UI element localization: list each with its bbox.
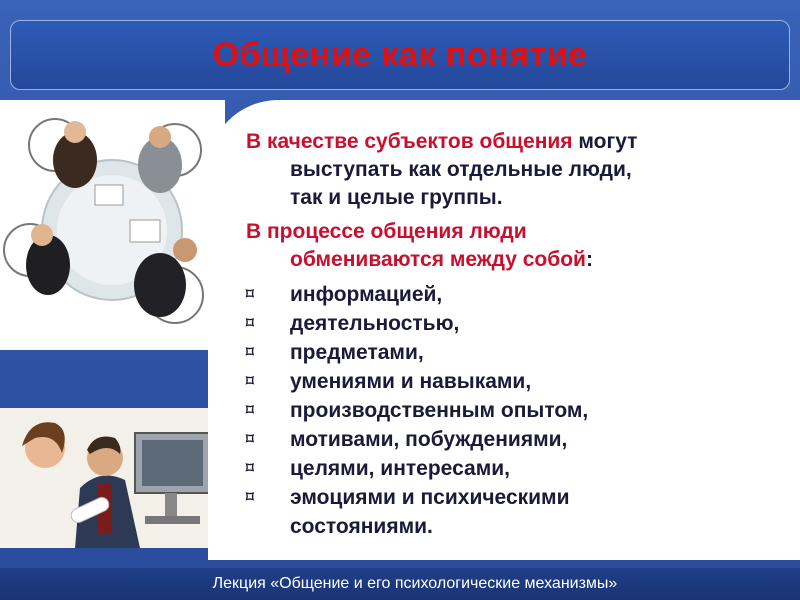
list-item-text: мотивами, побуждениями, xyxy=(290,428,568,451)
list-item-text: эмоциями и психическими xyxy=(290,486,570,509)
bullet-icon: ⌑ xyxy=(246,431,254,448)
footer xyxy=(0,568,800,600)
list-item xyxy=(246,367,786,396)
list-item xyxy=(246,338,786,367)
paragraph1-dark-text: могут xyxy=(578,130,638,153)
meeting-photo-illustration xyxy=(0,100,225,350)
list-item xyxy=(246,309,786,338)
bullet-icon: ⌑ xyxy=(246,344,254,361)
content-text xyxy=(246,128,786,541)
bullet-icon: ⌑ xyxy=(246,373,254,390)
footer-text: Лекция «Общение и его психологические механизмы» xyxy=(212,575,618,592)
list-item xyxy=(246,280,786,309)
list-item xyxy=(246,396,786,425)
paragraph-subjects xyxy=(246,128,786,212)
list-item-text-continued: состояниями. xyxy=(290,515,433,538)
list-item-text: производственным опытом, xyxy=(290,399,589,422)
bullet-icon: ⌑ xyxy=(246,286,254,303)
bullet-icon: ⌑ xyxy=(246,460,254,477)
bullet-icon: ⌑ xyxy=(246,402,254,419)
bullet-icon: ⌑ xyxy=(246,489,254,506)
office-workers-illustration xyxy=(0,408,220,548)
paragraph1-red-text: В качестве субъектов общения xyxy=(246,130,579,153)
list-item xyxy=(246,454,786,483)
list-item xyxy=(246,483,786,541)
list-item-text: предметами, xyxy=(290,341,424,364)
list-item xyxy=(246,425,786,454)
paragraph1-line2: выступать как отдельные люди, xyxy=(290,158,632,181)
paragraph-exchange xyxy=(246,218,786,274)
office-workers-photo xyxy=(0,408,220,548)
slide-title: Общение как понятие xyxy=(212,35,588,74)
list-item-text: умениями и навыками, xyxy=(290,370,532,393)
paragraph2-line2 xyxy=(246,246,786,274)
list-item-text: информацией, xyxy=(290,283,443,306)
content-card xyxy=(208,100,800,560)
title-bar xyxy=(10,20,790,90)
paragraph2-line2-dark: : xyxy=(585,248,593,271)
meeting-photo xyxy=(0,100,225,350)
paragraph2-line2-red: обмениваются между собой xyxy=(290,248,586,271)
paragraph1-line3: так и целые группы. xyxy=(290,186,503,209)
list-item-text: деятельностью, xyxy=(290,312,460,335)
paragraph2-line1: В процессе общения люди xyxy=(246,220,527,243)
bullet-icon: ⌑ xyxy=(246,315,254,332)
list-item-text: целями, интересами, xyxy=(290,457,510,480)
exchange-list xyxy=(246,280,786,541)
